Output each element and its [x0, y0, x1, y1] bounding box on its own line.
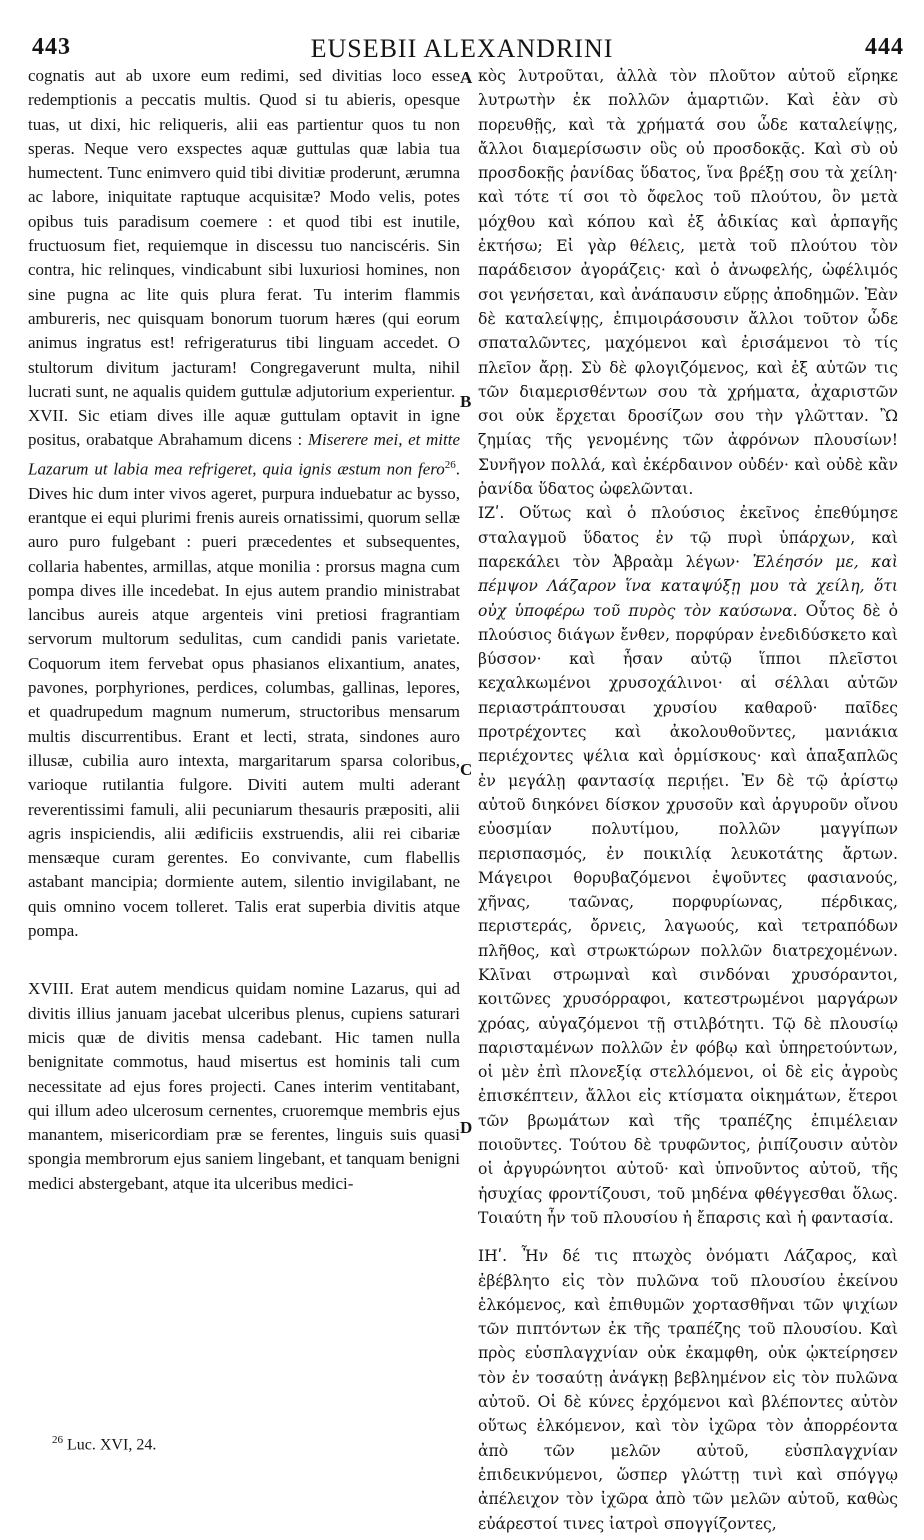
- latin-text: . Dives hic dum inter vivos ageret, purpura induebatur ac bysso, erantque ei equi plurimi frenis aureis ornatissimi, quorum sellæ auro puro fulgebant : pueri præcedentes et subsequentes, collaria habentes, armillas, atque monilia : prorsus magna cum pompa dives ille incedebat. In ejus autem prandio ministrabat lancibus aureis atque argenteis vini pretiosi fragrantiam servorum multorum sedulitas, cum candidi panis varietate. Coquorum item fervebat opus phasianos elixantium, anates, pavones, porphyriones, perdices, columbas, gallinas, lepores, et quadrupedum magnum numerum, structoribus mensarum multis discurrentibus. Erant et lecti, strata, sindones auro illusæ, cubilia auro intexta, margaritarum sparsa coloribus, varioque rutilantia fulgore. Diviti autem multi aderant reverentissimi famuli, alii pecuniarum thesauris præpositi, alii agris inspiciendis, alii ædificiis exstruendis, alii rei cibariæ mensæque curam gerentes. Eo convivante, cum flabellis astabant mancipia; dormiente autem, silentio invigilabant, ne quis omnino vocem tolleret. Talis erat superbia divitis atque pompa.: [28, 459, 460, 941]
- greek-text: Οὕτως καὶ ὁ πλούσιος ἐκεῖνος ἐπεθύμησε σταλαγμοῦ ὕδατος ἐν τῷ πυρὶ ὑπάρχων, καὶ παρεκάλει τὸν Ἀβραὰμ λέγων·: [478, 504, 898, 571]
- page-number-left: 443: [32, 34, 71, 60]
- scripture-quote: Ἐλέησόν με, καὶ πέμψον Λάζαρον ἵνα καταψύξῃ μου τὰ χείλη, ὅτι οὐχ ὑποφέρω τοῦ πυρὸς τὸν καύσωνα.: [478, 552, 898, 620]
- section-number-xvii: XVII.: [28, 406, 69, 426]
- section-number-ih: ΙΗʹ.: [478, 1247, 508, 1266]
- latin-text: Sic etiam dives ille aquæ guttulam optavit in igne positus, orabatque Abrahamum dicens :: [28, 406, 460, 450]
- section-number-iz: ΙΖʹ.: [478, 504, 505, 523]
- section-number-xviii: XVIII.: [28, 979, 74, 999]
- latin-paragraph-17: [28, 404, 460, 943]
- footnote-text: Luc. XVI, 24.: [67, 1436, 157, 1454]
- latin-column: [28, 64, 460, 1196]
- margin-marker-a: A: [460, 68, 473, 87]
- footnote-ref: 26: [444, 458, 456, 471]
- paragraph-gap: [478, 1230, 898, 1244]
- scripture-quote: Miserere mei, et mitte Lazarum ut labia mea refrigeret, quia ignis æstum non fero: [28, 430, 460, 479]
- page-number-right: 444: [865, 34, 904, 60]
- running-header: [0, 30, 924, 66]
- margin-marker-c: C: [460, 760, 473, 779]
- greek-text: Οὗτος δὲ ὁ πλούσιος διάγων ἔνθεν, πορφύραν ἐνεδιδύσκετο καὶ βύσσον· καὶ ἦσαν αὐτῷ ἵπποι πλεῖστοι κεχαλκωμένοι χρυσοχάλινοι· αἱ σέλλαι αὐτῶν περιαστράπτουσαι χρυσίου καθαροῦ· παῖδες προτρέχοντες καὶ ἀκολουθοῦντες, μανιάκια περιέχοντες ψέλια καὶ ὁρμίσκους· καὶ ἁπαξαπλῶς ἐν μεγάλῃ φαντασίᾳ περιῄει. Ἐν δὲ τῷ ἀρίστῳ αὐτοῦ διηκόνει δίσκον χρυσοῦν καὶ ἀργυροῦν οἴνου εὐοσμίαν πολυτίμου, πολλῶν μαγγίπων περισπασμός, ἐν ποικιλίᾳ λευκοτάτης ἄρτων. Μάγειροι θορυβαζόμενοι ἐψοῦντες φασιανούς, χῆνας, ταῶνας, πορφυρίωνας, πέρδικας, περιστεράς, ὄρνεις, λαγωούς, καὶ τετραπόδων πλῆθος, καὶ στρωκτώρων πολλῶν διατρεχομένων. Κλῖναι στρωμναὶ καὶ σινδόναι χρυσόραντοι, κοιτῶνες χρυσόρραφοι, κατεστρωμένοι μαργάρων χρόας, αὐγαζόμενοι τῇ στιλβότητι. Τῷ δὲ πλουσίῳ παρισταμένων πολλῶν ἐν φόβῳ καὶ ὑπηρετούντων, οἱ μὲν ἐπὶ πλονεξίᾳ στελλόμενοι, οἱ δὲ εἰς ἀγροὺς ἐπισκέπτειν, ἄλλοι εἰς κτίσματα οἰκημάτων, ἕτεροι τῶν βρωμάτων καὶ τῆς τραπέζης ἐπιμέλειαν ποιοῦντες. Τούτου δὲ τρυφῶντος, ῥιπίζουσιν αὐτὸν οἱ ἀργυρώνητοι αὐτοῦ· καὶ ὑπνοῦντος αὐτοῦ, τῆς ἡσυχίας φροντίζουσι, τοῦ μηδένα φθέγγεσθαι ὅλως. Τοιαύτη ἦν τοῦ πλουσίου ἡ ἔπαρσις καὶ ἡ φαντασία.: [478, 601, 898, 1227]
- margin-marker-d: D: [460, 1118, 473, 1137]
- latin-paragraph-1: cognatis aut ab uxore eum redimi, sed divitias loco esse redemptionis a peccatis multis. Quod si tu abieris, opesque tuas, ut dixi, hic reliqueris, alii eas partientur quos tu non speras. Neque vero exspectes aquæ guttulas quæ labia tua humectent. Tunc enimvero quid tibi divitiæ proderunt, ærumna ac labore, iniquitate raptuque acquisitæ? Modo velis, potes opibus tuis paradisum coemere : et quod tibi est inutile, fructuosum fiet, requiemque in discessu tuo nanciscéris. Sin contra, hic relinques, vindicabunt sibi luxuriosi homines, non sine pugna ac lite quis plura ferat. Tu interim flammis ambureris, nec quisquam bonorum tuorum hæres (qui eorum animus ingratus est! refrigeraturus tibi linguam accedet. O stultorum divitum jacturam! Congregaverunt multa, nihil lucrati sunt, ne aqualis quidem guttulæ adjutorium experientur.: [28, 66, 460, 401]
- greek-column: [478, 64, 898, 1536]
- running-title: EUSEBII ALEXANDRINI: [310, 34, 614, 63]
- greek-text: Ἦν δέ τις πτωχὸς ὀνόματι Λάζαρος, καὶ ἐβέβλητο εἰς τὸν πυλῶνα τοῦ πλουσίου ἐκείνου ἑλκόμενος, καὶ ἐπιθυμῶν χορτασθῆναι τῶν ψιχίων τῶν πιπτόντων ἐκ τῆς τραπέζης τοῦ πλουσίου. Καὶ πρὸς εὐσπλαγχνίαν οὐκ ἐκαμφθη, οὐκ ᾠκτείρησεν τὸν ἐν τοσαύτῃ ἀνάγκῃ βεβλημένον εἰς τὸν πυλῶνα αὐτοῦ. Οἱ δὲ κύνες ἐρχόμενοι καὶ βλέποντες αὐτὸν οὕτως ἑλκόμενον, καὶ τὸν ἰχῶρα τὸν ἀπορρέοντα ἀπὸ τῶν μελῶν αὐτοῦ, εὐσπλαγχνίαν ἐπιδεικνύμενοι, ὥσπερ γλώττῃ τινὶ καὶ σπόγγῳ ἀπέλειχον τὸν ἰχῶρα ἀπὸ τῶν μελῶν αὐτοῦ, καθὼς εὐάρεστοί τινες ἰατροὶ σπογγίζοντες,: [478, 1247, 898, 1533]
- footnote-number: 26: [52, 1434, 63, 1446]
- latin-paragraph-18: [28, 977, 460, 1196]
- greek-paragraph-1: κὸς λυτροῦται, ἀλλὰ τὸν πλοῦτον αὐτοῦ εἴρηκε λυτρωτὴν ἐκ πολλῶν ἁμαρτιῶν. Καὶ ἐὰν σὺ πορευθῇς, καὶ τὰ χρήματά σου ὧδε καταλείψῃς, ἄλλοι διαμερίσωσιν οὓς οὐ προσδοκᾷς. Καὶ σὺ οὐ προσδοκῇς ῥανίδας ὕδατος, ἵνα βρέξῃ σου τὰ χείλη· καὶ τότε τί σοι τὸ ὄφελος τοῦ πλούτου, ὃν μετὰ μόχθου καὶ κόπου καὶ ἐξ ἀδικίας καὶ ἁρπαγῆς ἐκτήσω; Εἰ γὰρ θέλεις, μετὰ τοῦ πλούτου τὸν παράδεισον ἀγοράζεις· καὶ ὁ ἀνωφελής, ὠφέλιμός σοι γενήσεται, καὶ ἀνάπαυσιν εὕρῃς ἀποδημῶν. Ἐὰν δὲ καταλείψῃς, ἐπιμοιράσουσιν ἄλλοι τοῦτον ὧδε σπαταλῶντες, μαχόμενοι καὶ ἐρισάμενοι τὸ τίς πλεῖον ἄρῃ. Σὺ δὲ φλογιζόμενος, καὶ ἐξ αὐτῶν τις τῶν διαμερισθέντων σου τὰ χρήματα, ἀχαριστῶν σοι οὐκ ἔρχεται δροσίζων σου τὴν γλῶτταν. Ὢ ζημίας τῆς γενομένης τῶν ἀφρόνων πλουσίων! Συνῆγον πολλά, καὶ ἐκέρδαινον οὐδέν· καὶ οὐδὲ κἂν ῥανίδα ὕδατος ὠφελῶνται.: [478, 67, 898, 499]
- greek-paragraph-18: [478, 1244, 898, 1536]
- greek-paragraph-17: [478, 501, 898, 1230]
- footnote: [52, 1434, 156, 1454]
- latin-text: Erat autem mendicus quidam nomine Lazarus, qui ad divitis illius januam jacebat ulceribus plenus, cupiens saturari micis quæ de divitis mensa cadebant. Hic tamen nulla benignitate commotus, haud misertus est hominis tali cum necessitate ad ejus fores projecti. Canes interim ventitabant, qui illum adeo ulcerosum cernentes, cruoremque membris ejus manantem, misericordiam præ se ferentes, linguis suis quasi spongia membrorum ejus saniem lingebant, et tanquam benigni medici abstergebant, atque ita ulceribus medici-: [28, 979, 461, 1193]
- paragraph-gap: [28, 943, 460, 977]
- margin-marker-b: B: [460, 392, 472, 411]
